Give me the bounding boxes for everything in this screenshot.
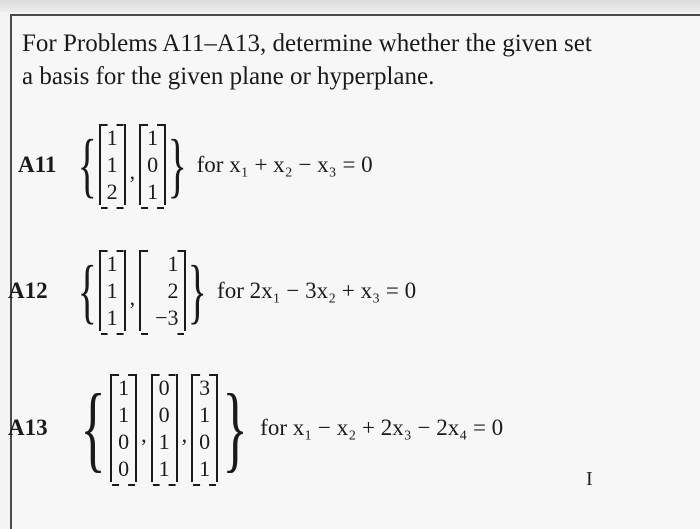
vector-entry: 1 <box>147 179 159 204</box>
left-brace: { <box>80 374 106 481</box>
column-vector <box>110 374 137 482</box>
vector-entry: 3 <box>199 375 211 400</box>
hyperplane-condition: for x₁ − x₂ + 2x₃ − 2x₄ = 0 <box>260 415 504 440</box>
problem-intro <box>22 27 692 93</box>
intro-line-2: a basis for the given plane or hyperplane. <box>22 63 435 90</box>
column-vector <box>139 250 186 331</box>
left-brace: { <box>77 250 97 331</box>
vector-set <box>99 124 167 205</box>
column-vector <box>99 250 126 331</box>
text-cursor-icon: I <box>586 468 593 490</box>
vector-entry: 1 <box>106 305 118 330</box>
vector-entry: 1 <box>199 402 211 427</box>
comma: , <box>129 284 136 310</box>
vector-entry: 1 <box>106 125 118 150</box>
vector-entry: 1 <box>118 402 130 427</box>
column-vector <box>139 124 166 205</box>
right-brace: } <box>222 374 248 481</box>
problem-label: A13 <box>8 415 48 440</box>
column-vector <box>191 374 218 482</box>
vector-entry: 1 <box>158 456 170 481</box>
comma: , <box>141 422 147 447</box>
vector-set <box>110 374 218 482</box>
vector-entry: 1 <box>147 125 159 150</box>
top-band <box>0 0 700 12</box>
intro-line-1: For Problems A11–A13, determine whether the given set <box>22 30 592 57</box>
vector-entry: 1 <box>106 152 118 177</box>
right-brace: } <box>188 250 208 331</box>
comma: , <box>129 158 136 184</box>
column-vector <box>151 374 178 482</box>
vector-entry: 0 <box>158 402 170 427</box>
vector-entry: 1 <box>158 429 170 454</box>
right-brace: } <box>167 124 187 205</box>
vector-entry: 2 <box>106 179 118 204</box>
vector-entry: 1 <box>106 278 118 303</box>
problem-label: A12 <box>8 277 48 303</box>
vector-entry: −3 <box>155 305 179 330</box>
vector-entry: 1 <box>118 375 130 400</box>
problem-a11 <box>18 124 373 205</box>
column-vector <box>99 124 126 205</box>
vector-set <box>99 250 187 331</box>
vector-entry: 2 <box>167 278 179 303</box>
plane-condition: for 2x₁ − 3x₂ + x₃ = 0 <box>217 277 417 303</box>
vector-entry: 0 <box>118 456 130 481</box>
comma: , <box>181 422 188 447</box>
problem-label: A11 <box>18 151 57 177</box>
vector-entry: 1 <box>167 251 179 276</box>
vector-entry: 1 <box>106 251 118 276</box>
vector-entry: 0 <box>147 152 159 177</box>
vector-entry: 0 <box>158 375 170 400</box>
problem-a12 <box>8 250 416 331</box>
left-brace: { <box>77 124 97 205</box>
problem-a13 <box>8 374 503 482</box>
vector-entry: 1 <box>199 456 211 481</box>
vector-entry: 0 <box>118 429 130 454</box>
plane-condition: for x₁ + x₂ − x₃ = 0 <box>196 151 373 177</box>
vector-entry: 0 <box>199 429 211 454</box>
